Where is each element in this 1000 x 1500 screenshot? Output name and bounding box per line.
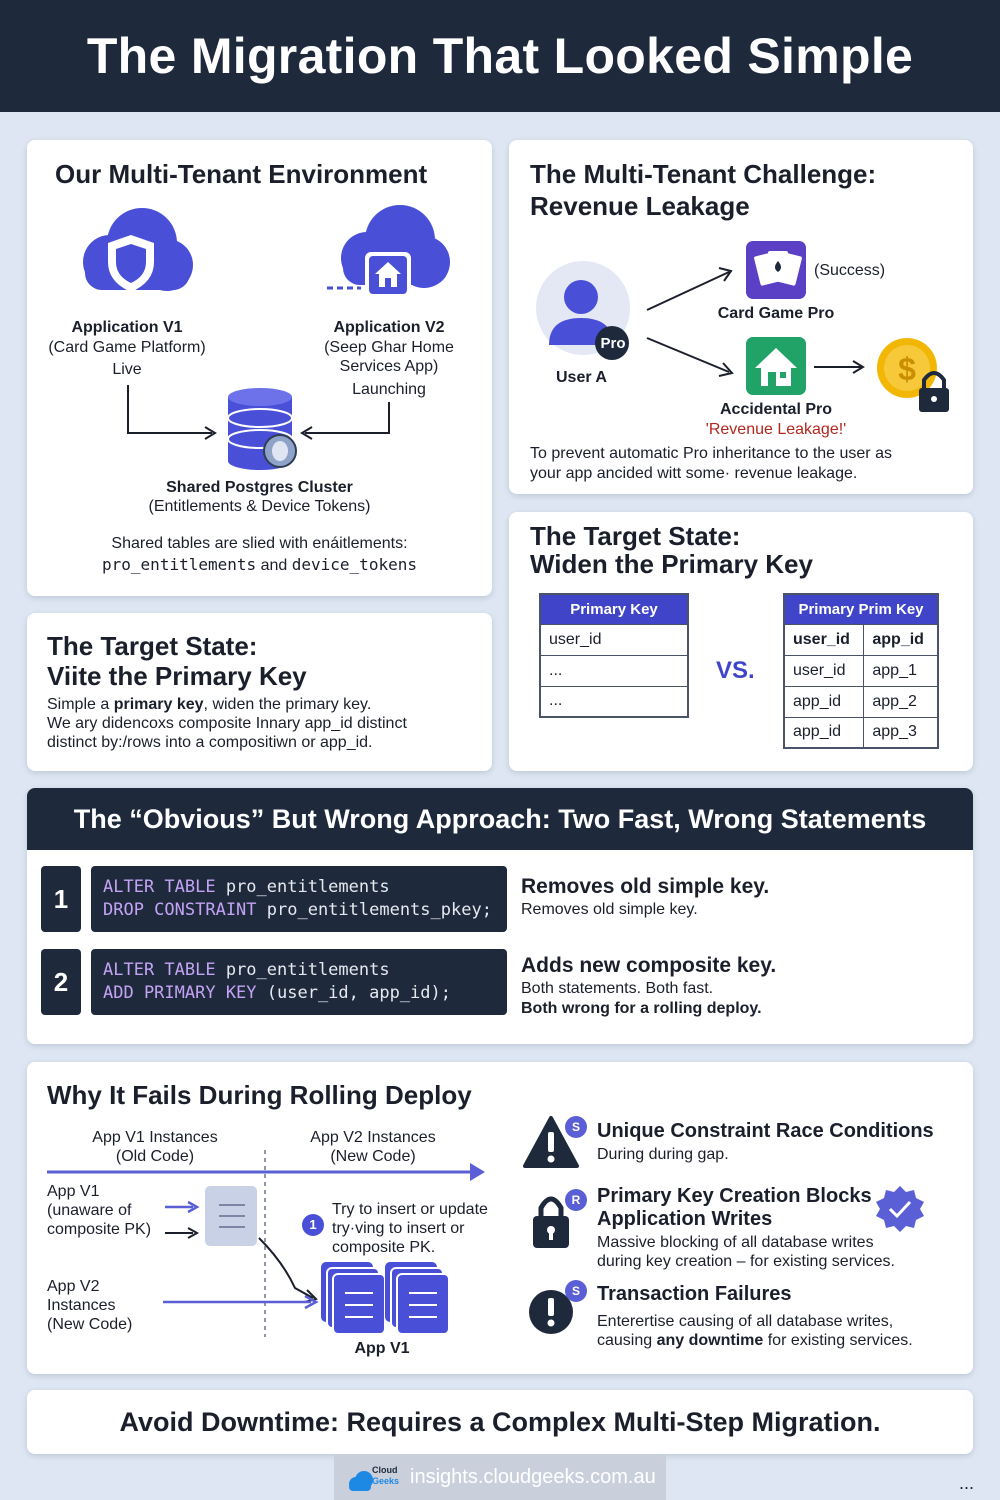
db-name: Shared Postgres Cluster [166,479,353,496]
target-left-line-3: distinct by:/rows into a compositiwn or app_id. [47,734,373,751]
server-stack-icon [205,1186,257,1246]
app-v1-desc: (Card Game Platform) [48,339,206,356]
issue-2-head-2: Application Writes [597,1208,773,1230]
new-pk-cell: app_1 [864,655,938,686]
step-text-2: try·ving to insert or [332,1220,465,1237]
accidental-pro-label: Accidental Pro [719,401,833,418]
app-v2-label-2: Instances [47,1297,116,1314]
app-v2-label-1: App V2 [47,1278,100,1295]
and-text: and [260,557,288,574]
issue-2-head-1: Primary Key Creation Blocks [597,1185,872,1207]
step-2-desc-2: Both wrong for a rolling deploy. [521,1000,762,1017]
db-desc: (Entitlements & Device Tokens) [148,498,371,515]
new-pk-cell: app_id [864,624,938,655]
app-v1-label: App V1 [47,1183,100,1200]
why-fails-title: Why It Fails During Rolling Deploy [47,1080,472,1110]
challenge-panel [509,140,973,494]
pro-entitlements-code: pro_entitlements [102,555,257,574]
bottom-app-v1-label: App V1 [354,1340,410,1357]
cloud-shield-icon [83,208,193,292]
user-label: User A [556,369,607,386]
footer-watermark[interactable] [334,1454,666,1500]
step-number: 1 [41,866,81,932]
challenge-note-2: your app ancided witt some· revenue leakage. [530,465,858,482]
target-state-left-panel [27,613,492,771]
sql-block-2: ALTER TABLE pro_entitlements ADD PRIMARY KEY (user_id, app_id); [91,949,507,1015]
success-label: (Success) [814,262,886,279]
target-left-title-2: Viite the Primary Key [47,661,307,691]
env-note-line2 [27,555,492,576]
app-v2-status: Launching [352,381,426,398]
app-v2-desc-2: Services App) [339,358,439,375]
vs-label: VS. [716,657,755,684]
app-v2-label-3: (New Code) [47,1316,133,1333]
card-game-pro-label: Card Game Pro [717,305,835,322]
svg-text:$: $ [898,351,916,387]
challenge-title-1: The Multi-Tenant Challenge: [530,159,877,189]
new-pk-table [783,593,939,749]
server-stack-icon [385,1262,449,1334]
new-pk-cell: user_id [784,655,864,686]
footer-url[interactable]: insights.cloudgeeks.com.au [410,1465,656,1488]
card-game-app-icon [746,241,806,299]
pro-badge: Pro [600,335,626,352]
app-v2-desc-1: (Seep Ghar Home [324,339,454,356]
old-pk-header: Primary Key [540,594,688,624]
revenue-leakage-label: 'Revenue Leakage!' [705,421,847,438]
wrong-approach-title: The “Obvious” But Wrong Approach: Two Fast, Wrong Statements [27,788,973,850]
issue-3-head: Transaction Failures [597,1283,792,1305]
challenge-note-1: To prevent automatic Pro inheritance to the user as [530,445,892,462]
app-v1-note-2: composite PK) [47,1221,152,1238]
target-right-title-1: The Target State: [530,521,741,551]
issue-3-desc-2: causing any downtime for existing services. [597,1332,913,1349]
issue-3-desc-1: Enterertise causing of all database writes, [597,1313,894,1330]
app-v1-status: Live [112,361,142,378]
cloud-house-icon [327,205,450,298]
new-pk-cell: app_id [784,717,864,748]
v1-old-code-label: (Old Code) [115,1148,195,1165]
step-2-desc-1: Both statements. Both fast. [521,980,714,997]
step-badge: 1 [309,1217,317,1232]
issue-2-desc-1: Massive blocking of all database writes [597,1234,874,1251]
home-app-icon [746,337,806,395]
device-tokens-code: device_tokens [291,555,417,574]
old-pk-cell: user_id [540,624,688,655]
new-pk-cell: app_3 [864,717,938,748]
logo-text-1: Cloud [372,1465,398,1475]
sql-block-1: ALTER TABLE pro_entitlements DROP CONSTRAINT pro_entitlements_pkey; [91,866,507,932]
app-v1-name: Application V1 [71,319,183,336]
issue-2-desc-2: during key creation – for existing services. [597,1253,895,1270]
target-left-line-1: Simple a primary key, widen the primary key. [47,696,372,713]
new-pk-header: Primary Prim Key [784,594,938,624]
v2-instances-label: App V2 Instances [310,1129,436,1146]
target-right-title-2: Widen the Primary Key [530,549,813,579]
server-stack-icon [321,1262,385,1334]
issue-badge: R [571,1193,581,1207]
old-pk-cell: ... [540,655,688,686]
new-pk-cell: user_id [784,624,864,655]
page-title: The Migration That Looked Simple [86,28,914,84]
issue-badge: S [571,1284,580,1298]
step-text-3: composite PK. [332,1239,436,1256]
old-pk-cell: ... [540,686,688,717]
coin-lock-icon [877,338,949,412]
step-2-head: Adds new composite key. [521,954,777,977]
logo-text-2: Geeks [372,1476,400,1486]
environment-panel [27,140,492,596]
env-note-line1: Shared tables are slied with enáitlements: [111,535,408,552]
issue-1-desc: During during gap. [597,1146,729,1163]
v1-instances-label: App V1 Instances [92,1129,218,1146]
wrong-approach-panel [27,788,973,1044]
challenge-title-2: Revenue Leakage [530,191,750,221]
issue-badge: S [571,1120,580,1134]
target-left-line-2: We ary didencoxs composite Innary app_id distinct [47,715,407,732]
more-icon[interactable]: ... [958,1473,974,1493]
page-header [0,0,1000,112]
conclusion-text: Avoid Downtime: Requires a Complex Multi-Step Migration. [119,1406,881,1437]
step-1-desc: Removes old simple key. [521,901,698,918]
environment-title: Our Multi-Tenant Environment [55,159,428,189]
step-text-1: Try to insert or update [332,1201,488,1218]
step-1-head: Removes old simple key. [521,875,770,898]
app-v1-note-1: (unaware of [47,1202,132,1219]
v2-new-code-label: (New Code) [330,1148,416,1165]
conclusion-panel [27,1390,973,1454]
issue-1-head: Unique Constraint Race Conditions [597,1120,934,1142]
new-pk-cell: app_2 [864,686,938,717]
step-number: 2 [41,949,81,1015]
verified-badge-icon [876,1186,924,1232]
cloudgeeks-logo-icon [342,1460,400,1494]
old-pk-table [539,593,689,718]
target-left-title-1: The Target State: [47,631,258,661]
app-v2-name: Application V2 [333,319,445,336]
database-icon [228,388,296,470]
new-pk-cell: app_id [784,686,864,717]
target-state-right-panel [509,512,973,771]
why-fails-panel [27,1062,973,1374]
